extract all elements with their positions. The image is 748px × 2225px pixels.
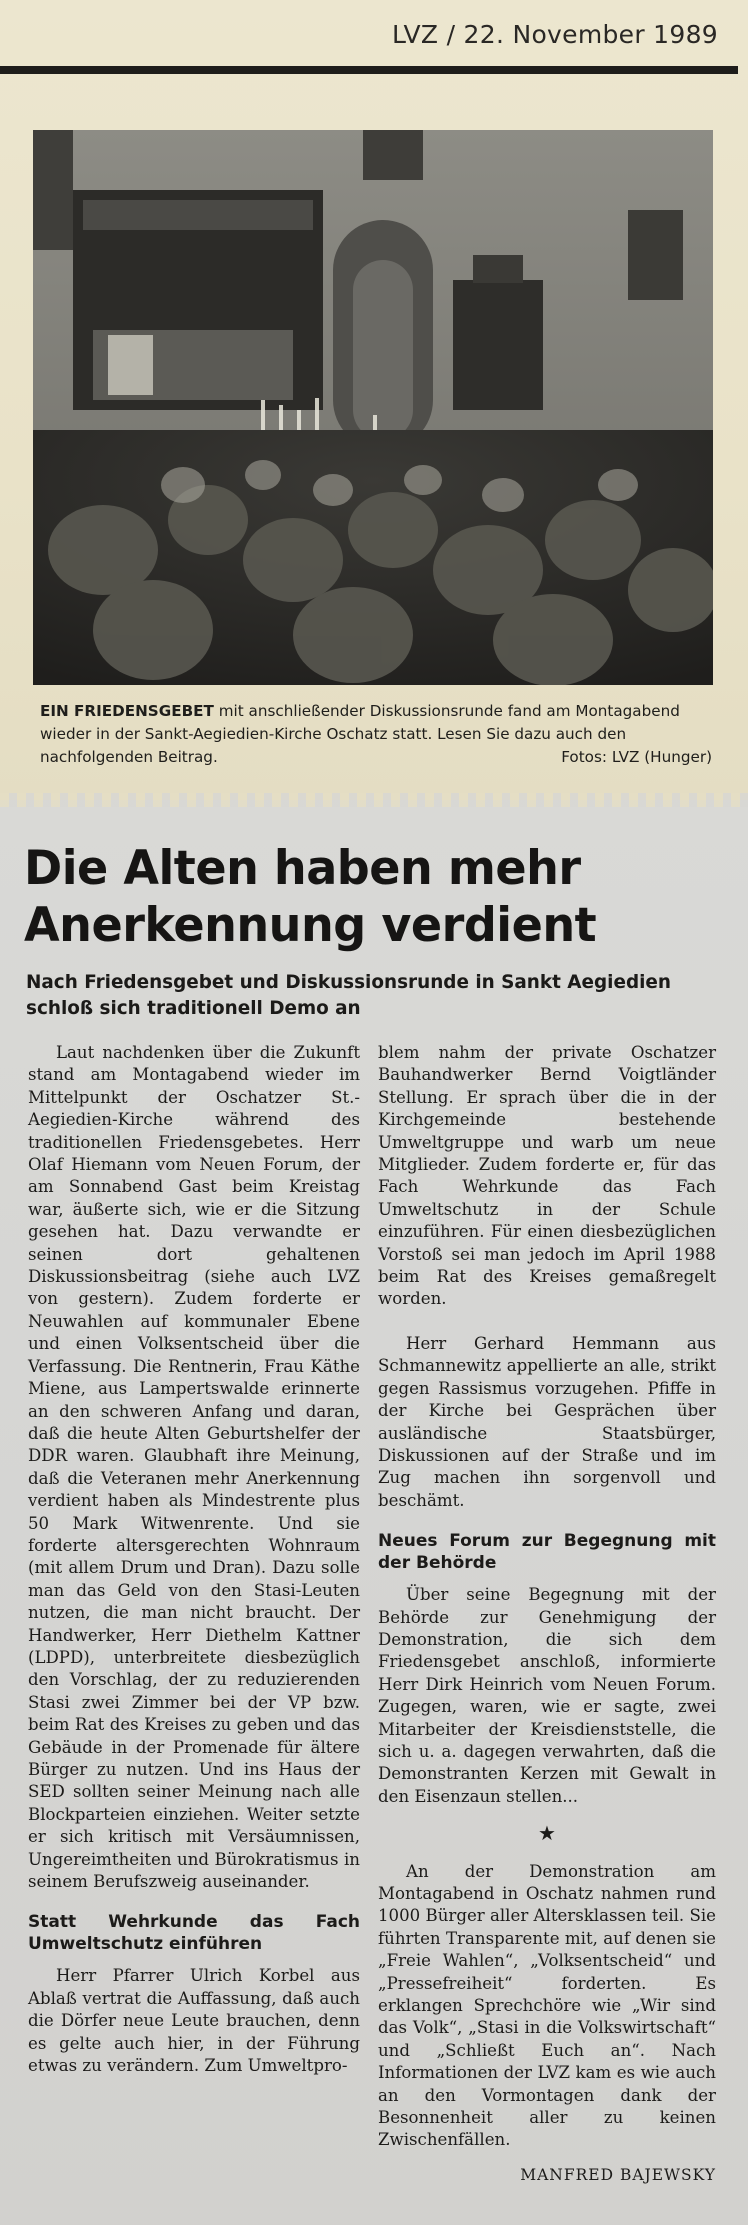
torn-edge — [0, 793, 748, 807]
paragraph: Herr Pfarrer Ulrich Korbel aus Ablaß vertrat die Auffassung, daß auch die Dörfer neue Leute brauchen, denn es gelte auch hier, in der Führung etwas zu verändern. Zum Umweltpro- — [28, 1966, 360, 2076]
masthead-rule — [0, 66, 738, 74]
paragraph: blem nahm der private Oschatzer Bauhandwerker Bernd Voigtländer Stellung. Er sprach über die in der Kirchgemeinde bestehende Umweltgruppe und warb um neue Mitglieder. Zudem forderte er, für das Fach Wehrkunde das Fach Umweltschutz in der Schule einzuführen. Für einen diesbezüglichen Vorstoß sei man jedoch im April 1988 beim Rat des Kreises gemaßregelt worden. — [378, 1043, 716, 1309]
newspaper-masthead: LVZ / 22. November 1989 — [392, 20, 718, 49]
article-column-right — [378, 1042, 716, 2186]
article-subhead: Nach Friedensgebet und Diskussionsrunde in Sankt Aegiedien schloß sich traditionell Demo an — [26, 972, 671, 1019]
article-column-left — [28, 1042, 360, 2077]
church-photo — [33, 130, 713, 685]
headline-line-1: Die Alten haben mehr — [24, 841, 581, 896]
headline-line-2: Anerkennung verdient — [24, 898, 597, 953]
paragraph: Über seine Begegnung mit der Behörde zur Genehmigung der Demonstration, die sich dem Friedensgebet anschloß, informierte Herr Dirk Heinrich vom Neuen Forum. Zugegen, waren, wie er sagte, zwei Mitarbeiter der Kreisdienststelle, die sich u. a. dagegen verwahrten, daß die Demonstranten Kerzen mit Gewalt in den Eisenzaun stellen... — [378, 1585, 716, 1806]
section-heading: Statt Wehrkunde das Fach Umweltschutz einführen — [28, 1912, 360, 1955]
paragraph: Herr Gerhard Hemmann aus Schmannewitz appellierte an alle, strikt gegen Rassismus vorzugehen. Pfiffe in der Kirche bei Gesprächen über ausländische Staatsbürger, Diskussionen auf der Straße und im Zug machen ihn sorgenvoll und beschämt. — [378, 1333, 716, 1510]
church-interior-illustration — [33, 130, 713, 685]
separator-star-icon: ★ — [538, 1821, 556, 1846]
photo-caption — [40, 700, 712, 769]
article-headline — [24, 840, 710, 954]
section-heading: Neues Forum zur Begegnung mit der Behörde — [378, 1531, 716, 1574]
caption-text: mit anschließender Diskussionsrunde fand am Montagabend wieder in der Sankt-Aegiedien-Kirche Oschatz statt. Lesen Sie dazu auch den nachfolgenden Beitrag. — [40, 702, 680, 766]
photo-credit: Fotos: LVZ (Hunger) — [561, 748, 712, 766]
author-byline: MANFRED BAJEWSKY — [520, 2165, 716, 2184]
caption-lead: EIN FRIEDENSGEBET — [40, 702, 214, 720]
paragraph: Laut nachdenken über die Zukunft stand am Montagabend wieder im Mittelpunkt der Oschatzer St.-Aegiedien-Kirche während des traditionellen Friedensgebetes. Herr Olaf Hiemann vom Neuen Forum, der am Sonnabend Gast beim Kreistag war, äußerte sich, wie er die Sitzung gesehen hat. Dazu verwandte er seinen dort gehaltenen Diskussionsbeitrag (siehe auch LVZ von gestern). Zudem forderte er Neuwahlen auf kommunaler Ebene und einen Volksentscheid über die Verfassung. Die Rentnerin, Frau Käthe Miene, aus Lampertswalde erinnerte an den schweren Anfang und daran, daß die heute Alten Geburtshelfer der DDR waren. Glaubhaft ihre Meinung, daß die Veteranen mehr Anerkennung verdient haben als Mindestrente plus 50 Mark Witwenrente. Und sie forderte altersgerechten Wohnraum (mit allem Drum und Dran). Dazu solle man das Geld von den Stasi-Leuten nutzen, die man nicht braucht. Der Handwerker, Herr Diethelm Kattner (LDPD), unterbreitete diesbezüglich den Vorschlag, der zu reduzierenden Stasi zwei Zimmer bei der VP bzw. beim Rat des Kreises zu geben und das Gebäude in der Promenade für ältere Bürger zu nutzen. Und ins Haus der SED sollten seiner Meinung nach alle Blockparteien einziehen. Weiter setzte er sich kritisch mit Versäumnissen, Ungereimtheiten und Bürokratismus in seinem Berufszweig auseinander. — [28, 1043, 360, 1892]
paragraph: An der Demonstration am Montagabend in Oschatz nahmen rund 1000 Bürger aller Altersklassen teil. Sie führten Transparente mit, auf denen sie „Freie Wahlen“, „Volksentscheid“ und „Pressefreiheit“ forderten. Es erklangen Sprechchöre wie „Wir sind das Volk“, „Stasi in die Volkswirtschaft“ und „Schließt Euch an“. Nach Informationen der LVZ kam es wie auch an den Vormontagen dank der Besonnenheit aller zu keinen Zwischenfällen. — [378, 1861, 716, 2150]
